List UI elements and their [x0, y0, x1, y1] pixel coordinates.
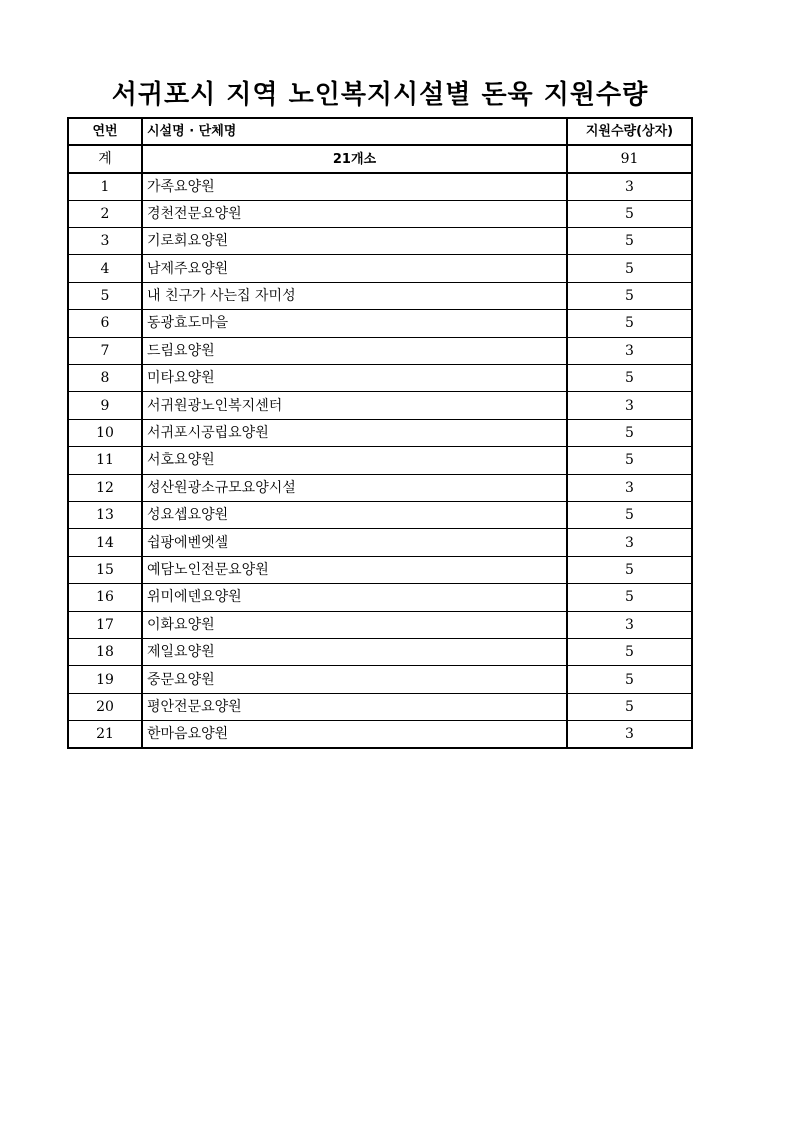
row-facility-name: 미타요양원 — [142, 365, 567, 392]
total-quantity: 91 — [567, 145, 692, 172]
row-quantity: 5 — [567, 419, 692, 446]
total-facility-count: 21개소 — [142, 145, 567, 172]
row-quantity: 3 — [567, 721, 692, 748]
row-quantity: 3 — [567, 611, 692, 638]
table-row — [68, 447, 692, 474]
row-quantity: 5 — [567, 666, 692, 693]
total-row — [68, 145, 692, 172]
row-number: 16 — [68, 584, 142, 611]
table-row — [68, 337, 692, 364]
row-quantity: 3 — [567, 529, 692, 556]
row-quantity: 5 — [567, 255, 692, 282]
row-quantity: 5 — [567, 282, 692, 309]
table-row — [68, 556, 692, 583]
row-quantity: 5 — [567, 638, 692, 665]
table-row — [68, 365, 692, 392]
table-row — [68, 721, 692, 748]
header-quantity: 지원수량(상자) — [567, 118, 692, 145]
table-row — [68, 501, 692, 528]
row-number: 15 — [68, 556, 142, 583]
table-body — [68, 145, 692, 748]
row-quantity: 5 — [567, 693, 692, 720]
row-facility-name: 성산원광소규모요양시설 — [142, 474, 567, 501]
table-row — [68, 310, 692, 337]
table-row — [68, 200, 692, 227]
table-row — [68, 474, 692, 501]
row-facility-name: 가족요양원 — [142, 173, 567, 200]
header-number: 연번 — [68, 118, 142, 145]
row-facility-name: 서호요양원 — [142, 447, 567, 474]
row-facility-name: 서귀포시공립요양원 — [142, 419, 567, 446]
row-facility-name: 성요셉요양원 — [142, 501, 567, 528]
table-row — [68, 392, 692, 419]
row-facility-name: 경천전문요양원 — [142, 200, 567, 227]
table-row — [68, 693, 692, 720]
table-row — [68, 666, 692, 693]
row-facility-name: 드림요양원 — [142, 337, 567, 364]
row-quantity: 5 — [567, 310, 692, 337]
row-facility-name: 위미에덴요양원 — [142, 584, 567, 611]
row-quantity: 5 — [567, 447, 692, 474]
row-number: 10 — [68, 419, 142, 446]
row-number: 14 — [68, 529, 142, 556]
row-number: 5 — [68, 282, 142, 309]
table-row — [68, 228, 692, 255]
table-row — [68, 419, 692, 446]
row-quantity: 5 — [567, 228, 692, 255]
table-row — [68, 584, 692, 611]
row-facility-name: 제일요양원 — [142, 638, 567, 665]
row-quantity: 5 — [567, 584, 692, 611]
header-facility-name: 시설명 · 단체명 — [142, 118, 567, 145]
table-row — [68, 611, 692, 638]
row-quantity: 5 — [567, 365, 692, 392]
row-number: 6 — [68, 310, 142, 337]
row-facility-name: 쉽팡에벤엣셀 — [142, 529, 567, 556]
row-number: 18 — [68, 638, 142, 665]
row-number: 7 — [68, 337, 142, 364]
row-facility-name: 서귀원광노인복지센터 — [142, 392, 567, 419]
row-quantity: 5 — [567, 200, 692, 227]
row-quantity: 3 — [567, 173, 692, 200]
row-number: 4 — [68, 255, 142, 282]
table-row — [68, 173, 692, 200]
row-quantity: 3 — [567, 392, 692, 419]
row-number: 8 — [68, 365, 142, 392]
row-number: 1 — [68, 173, 142, 200]
row-facility-name: 내 친구가 사는집 자미성 — [142, 282, 567, 309]
row-facility-name: 기로회요양원 — [142, 228, 567, 255]
document-title: 서귀포시 지역 노인복지시설별 돈육 지원수량 — [111, 80, 649, 110]
row-facility-name: 이화요양원 — [142, 611, 567, 638]
row-facility-name: 예담노인전문요양원 — [142, 556, 567, 583]
row-quantity: 5 — [567, 501, 692, 528]
row-number: 21 — [68, 721, 142, 748]
row-quantity: 5 — [567, 556, 692, 583]
row-number: 9 — [68, 392, 142, 419]
row-number: 12 — [68, 474, 142, 501]
row-number: 13 — [68, 501, 142, 528]
total-label: 계 — [68, 145, 142, 172]
row-quantity: 3 — [567, 474, 692, 501]
row-facility-name: 중문요양원 — [142, 666, 567, 693]
row-facility-name: 동광효도마을 — [142, 310, 567, 337]
table-row — [68, 282, 692, 309]
header-row — [68, 118, 692, 145]
table-row — [68, 529, 692, 556]
table-row — [68, 255, 692, 282]
row-number: 19 — [68, 666, 142, 693]
row-number: 3 — [68, 228, 142, 255]
row-quantity: 3 — [567, 337, 692, 364]
facility-support-table — [67, 117, 693, 749]
row-number: 2 — [68, 200, 142, 227]
row-number: 17 — [68, 611, 142, 638]
row-number: 20 — [68, 693, 142, 720]
row-facility-name: 한마음요양원 — [142, 721, 567, 748]
row-facility-name: 평안전문요양원 — [142, 693, 567, 720]
table-header — [68, 118, 692, 145]
row-facility-name: 남제주요양원 — [142, 255, 567, 282]
table-row — [68, 638, 692, 665]
row-number: 11 — [68, 447, 142, 474]
